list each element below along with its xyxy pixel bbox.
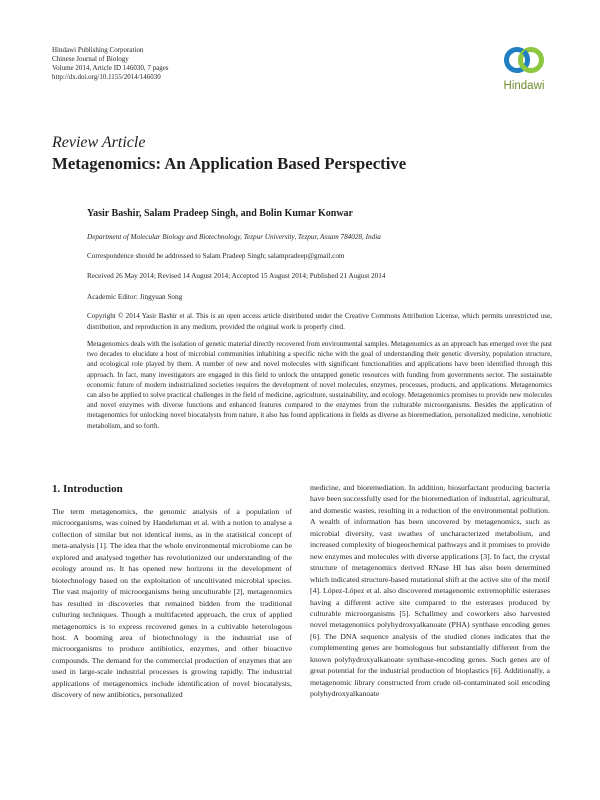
article-title: Metagenomics: An Application Based Perspective (52, 154, 407, 173)
paragraph: The term metagenomics, the genomic analysis of a population of microorganisms, was coined by Handelsman et al. with a notion to analyse a collection of similar but not identical items, as in the statistical concept of meta-analysis [1]. The idea that the whole environmental microbiome can be explored and analysed together has revolutionized our understanding of the ecology around us. It has opened new horizons in the development of biotechnology based on the exploitation of uncultivated microbial species. The vast majority of microorganisms being unculturable [2], metagenomics has resulted in discoveries that remained hidden from the traditional culturing techniques. Though a multifaceted approach, the crux of applied metagenomics is to express recovered genes in a cultivable heterologous host. A booming area of biotechnology is the industrial use of microorganisms to produce antibiotics, enzymes, and other bioactive compounds. The demand for the commercial production of enzymes that are used in large-scale industrial processes is growing rapidly. The industrial applications of metagenomics include identification of novel biocatalysts, discovery of new antibiotics, personalized (52, 507, 292, 700)
body-column-right (310, 482, 550, 700)
section-heading: 1. Introduction (52, 483, 123, 495)
academic-editor: Academic Editor: Jingyuan Song (87, 293, 183, 301)
hindawi-logo-icon (502, 44, 546, 82)
correspondence: Correspondence should be addressed to Salam Pradeep Singh; salampradeep@gmail.com (87, 252, 345, 260)
publication-dates: Received 26 May 2014; Revised 14 August 2014; Accepted 15 August 2014; Published 21 August 2014 (87, 272, 386, 280)
hindawi-logo-text: Hindawi (503, 80, 545, 92)
publication-info (52, 46, 169, 82)
doi-link[interactable]: http://dx.doi.org/10.1155/2014/146030 (52, 73, 161, 81)
volume-info: Volume 2014, Article ID 146030, 7 pages (52, 64, 169, 72)
journal-name: Chinese Journal of Biology (52, 55, 129, 63)
copyright-notice: Copyright © 2014 Yasir Bashir et al. This is an open access article distributed under the Creative Commons Attribution License, which permits unrestricted use, distribution, and reproduction in any medium, provided the original work is properly cited. (87, 312, 552, 331)
abstract: Metagenomics deals with the isolation of genetic material directly recovered from environmental samples. Metagenomics as an approach has emerged over the past two decades to elucidate a host of microbial communities inhabiting a specific niche with the goal of understanding their genetic diversity, population structure, and ecological role played by them. A number of new and novel molecules with significant functionalities and applications have been identified through this approach. In fact, many investigators are engaged in this field to unlock the untapped genetic resources with funding from governments sector. The sustainable economic future of modern industrialized societies requires the development of novel molecules, enzymes, processes, products, and applications. Metagenomics can also be applied to solve practical challenges in the field of medicine, agriculture, sustainability, and ecology. Metagenomics promises to provide new molecules and novel enzymes with diverse functions and enhanced features compared to the enzymes from the culturable microorganisms. Besides the application of metagenomics for unlocking novel biocatalysts from nature, it also has found applications in fields as diverse as bioremediation, personalized medicine, xenobiotic metabolism, and so forth. (87, 340, 552, 430)
author-list: Yasir Bashir, Salam Pradeep Singh, and Bolin Kumar Konwar (87, 208, 353, 219)
affiliation: Department of Molecular Biology and Biotechnology, Tezpur University, Tezpur, Assam 784028, India (87, 233, 381, 241)
hindawi-logo (496, 44, 552, 92)
body-column-left (52, 506, 292, 701)
paragraph: medicine, and bioremediation. In addition, biosurfactant producing bacteria have been successfully used for the bioremediation of industrial, agricultural, and domestic wastes, resulting in a reduction of the environmental pollution. A wealth of information has been uncovered by metagenomics, such as microbial diversity, vast swathes of uncharacterized metabolism, and increased complexity of biogeochemical pathways and it promises to provide new enzymes and molecules with diverse applications [3]. In fact, the crystal structure of metagenomics derived RNase HI has also been determined which indicated structure-based mutational shift at the active site of the motif [4]. López-López et al. also discovered metagenomic extremophilic esterases having a different active site compared to the esterases produced by culturable microorganisms [5]. Schallmey and coworkers also harvested novel metagenomics polyhydroxyalkanoate (PHA) synthase encoding genes [6]. The DNA sequence analysis of the studied clones indicates that the complementing genes are homologous but substantially different from the known polyhydroxyalkanoate synthase-encoding genes. Such genes are of great potential for the industrial production of bioplastics [6]. Additionally, a metagenomic library constructed from crude oil-contaminated soil encoding polyhydroxyalkanoate (310, 483, 550, 699)
article-type: Review Article (52, 134, 146, 151)
publisher-name: Hindawi Publishing Corporation (52, 46, 144, 54)
